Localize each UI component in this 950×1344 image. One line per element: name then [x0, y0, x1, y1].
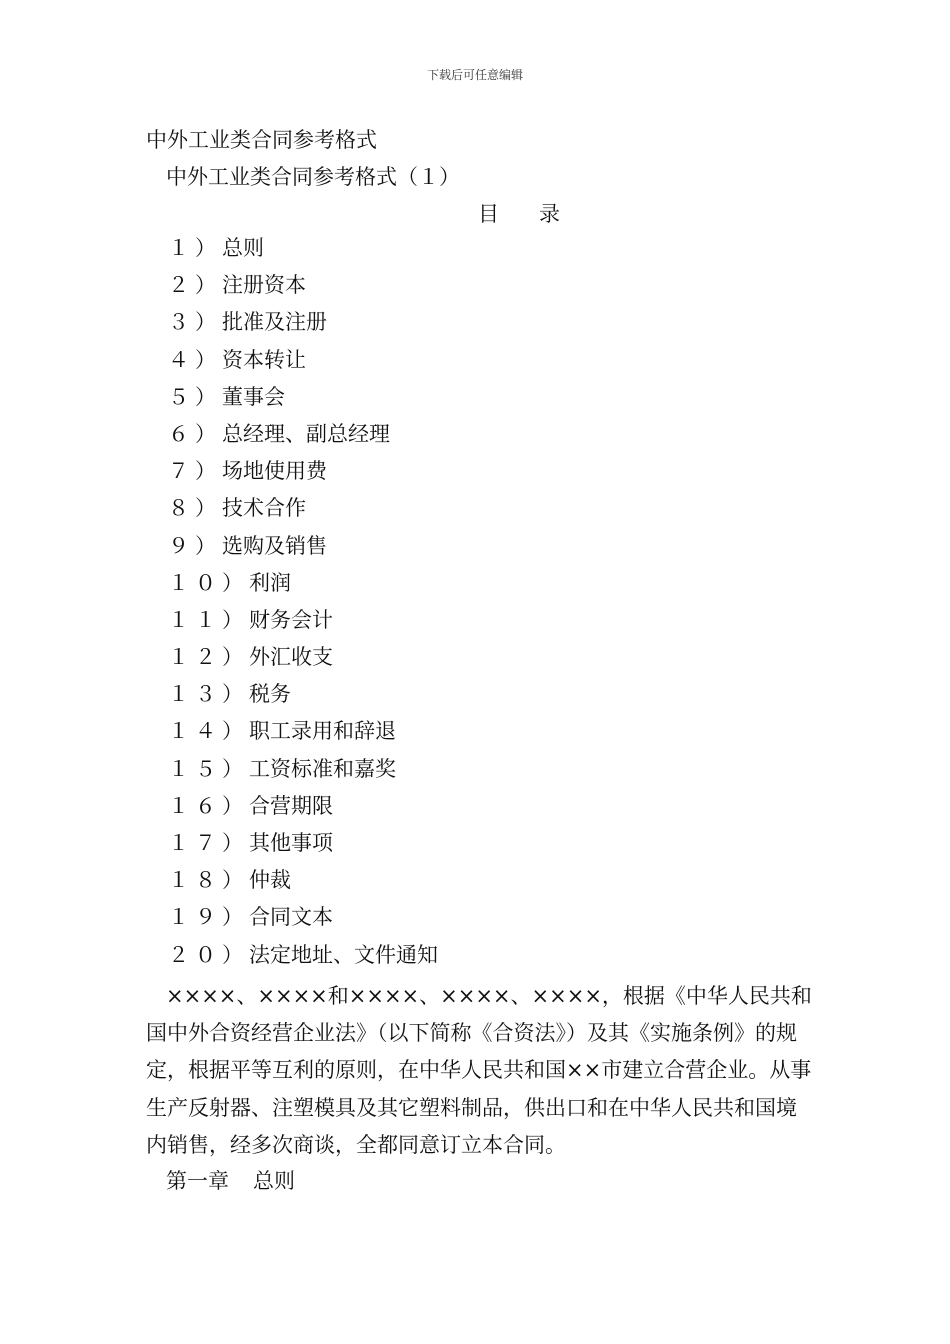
toc-item — [168, 421, 438, 458]
page-header-note: 下载后可任意编辑 — [426, 68, 523, 82]
chapter-heading — [166, 1165, 295, 1195]
toc-item-number: １２） — [168, 645, 249, 670]
toc-item — [168, 495, 438, 532]
toc-item-number: ２） — [168, 273, 222, 298]
toc-item-label: 税务 — [249, 682, 291, 707]
toc-item-label: 董事会 — [222, 384, 285, 409]
table-of-contents — [168, 235, 438, 979]
toc-item-number: １９） — [168, 905, 249, 930]
toc-item-label: 选购及销售 — [222, 533, 327, 558]
toc-item-label: 外汇收支 — [249, 645, 333, 670]
toc-item — [168, 272, 438, 309]
toc-item-number: ９） — [168, 533, 222, 558]
toc-item-label: 工资标准和嘉奖 — [249, 756, 396, 781]
toc-item-label: 技术合作 — [222, 496, 306, 521]
toc-item-label: 场地使用费 — [222, 459, 327, 484]
toc-item — [168, 793, 438, 830]
toc-item-number: １１） — [168, 607, 249, 632]
toc-item-number: １） — [168, 236, 222, 260]
toc-item — [168, 681, 438, 718]
toc-item-label: 仲裁 — [249, 868, 291, 893]
toc-item-number: ８） — [168, 496, 222, 521]
intro-paragraph: ××××、××××和××××、××××、××××，根据《中华人民共和国中外合资经营企业法》（以下简称《合资法》）及其《实施条例》的规定，根据平等互利的原则，在中华人民共和国××市建立合营企业。从事生产反射器、注塑模具及其它塑料制品，供出口和在中华人民共和国境内销售，经多次商谈，全都同意订立本合同。 — [146, 984, 812, 1157]
toc-item-label: 合营期限 — [249, 793, 333, 818]
toc-item-label: 合同文本 — [249, 905, 333, 930]
toc-item-number: ４） — [168, 347, 222, 372]
toc-item-number: ７） — [168, 459, 222, 484]
toc-item-number: １８） — [168, 868, 249, 893]
toc-item — [168, 644, 438, 681]
chapter-title: 总则 — [253, 1169, 295, 1193]
toc-item — [168, 942, 438, 979]
toc-item — [168, 309, 438, 346]
toc-item-label: 总经理、副总经理 — [222, 421, 390, 446]
toc-item — [168, 235, 438, 272]
toc-item-label: 其他事项 — [249, 831, 333, 855]
toc-item-label: 总则 — [222, 236, 264, 260]
toc-item — [168, 830, 438, 867]
toc-item-label: 注册资本 — [222, 273, 306, 298]
toc-item-number: ６） — [168, 421, 222, 446]
toc-item-number: １３） — [168, 682, 249, 707]
chapter-number: 第一章 — [166, 1169, 229, 1193]
toc-heading: 目录 — [478, 202, 600, 226]
toc-item-label: 职工录用和辞退 — [249, 719, 396, 744]
toc-item-label: 资本转让 — [222, 347, 306, 372]
toc-item-label: 法定地址、文件通知 — [249, 942, 438, 967]
toc-item-number: １５） — [168, 756, 249, 781]
toc-item-number: １６） — [168, 793, 249, 818]
toc-item — [168, 570, 438, 607]
document-title: 中外工业类合同参考格式 — [146, 128, 377, 152]
toc-item-label: 批准及注册 — [222, 310, 327, 335]
toc-item-number: ２０） — [168, 942, 249, 967]
toc-item — [168, 867, 438, 904]
toc-item-number: ５） — [168, 384, 222, 409]
toc-item — [168, 756, 438, 793]
toc-item — [168, 607, 438, 644]
toc-item-label: 财务会计 — [249, 607, 333, 632]
toc-item-number: １４） — [168, 719, 249, 744]
document-subtitle: 中外工业类合同参考格式（１） — [166, 165, 460, 189]
toc-item — [168, 347, 438, 384]
toc-item-label: 利润 — [249, 570, 291, 595]
toc-item — [168, 718, 438, 755]
toc-item — [168, 533, 438, 570]
toc-item — [168, 904, 438, 941]
toc-item-number: ３） — [168, 310, 222, 335]
toc-item — [168, 384, 438, 421]
toc-item-number: １０） — [168, 570, 249, 595]
toc-item-number: １７） — [168, 831, 249, 855]
toc-item — [168, 458, 438, 495]
